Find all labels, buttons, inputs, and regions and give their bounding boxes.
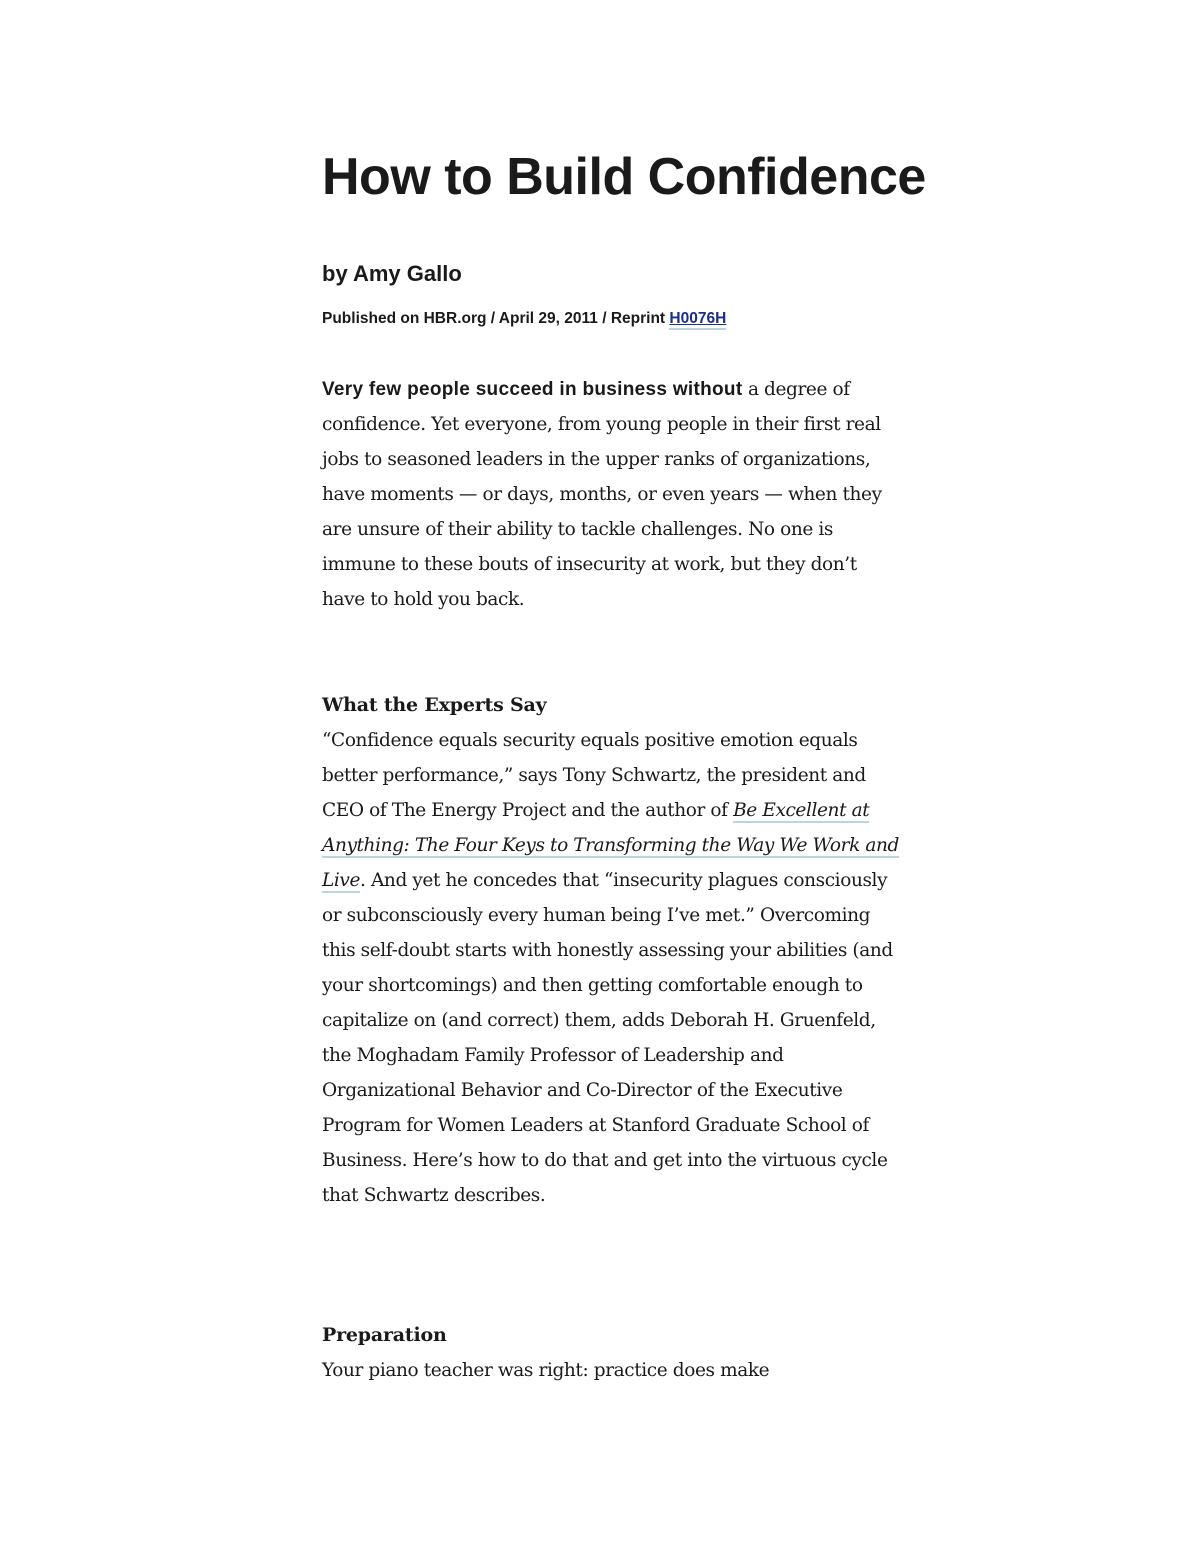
article-byline: by Amy Gallo: [322, 261, 462, 286]
experts-text-before: “Confidence equals security equals positive emotion equals better performance,” says Tony Schwartz, the president and CEO of The Energy Project and the author of: [322, 730, 866, 821]
intro-lead-in: Very few people succeed in business without: [322, 379, 743, 400]
reprint-link[interactable]: H0076H: [669, 310, 726, 330]
article-title: How to Build Confidence: [322, 148, 926, 206]
publication-info: [322, 308, 726, 330]
intro-text: a degree of confidence. Yet everyone, from young people in their first real jobs to seasoned leaders in the upper ranks of organizations, have moments — or days, months, or even years — when they are unsure of their ability to tackle challenges. No one is immune to these bouts of insecurity at work, but they don’t have to hold you back.: [322, 379, 882, 610]
experts-text-after: . And yet he concedes that “insecurity plagues consciously or subconsciously every human being I’ve met.” Overcoming this self-doubt starts with honestly assessing your abilities (and your shortcomings) and then getting comfortable enough to capitalize on (and correct) them, adds Deborah H. Gruenfeld, the Moghadam Family Professor of Leadership and Organizational Behavior and Co-Director of the Executive Program for Women Leaders at Stanford Graduate School of Business. Here’s how to do that and get into the virtuous cycle that Schwartz describes.: [322, 870, 893, 1206]
publication-info-text: Published on HBR.org / April 29, 2011 / Reprint: [322, 310, 670, 327]
section-heading-preparation: Preparation: [322, 1324, 447, 1346]
experts-paragraph: [322, 723, 902, 1213]
intro-paragraph: [322, 372, 902, 617]
book-title-link[interactable]: Be Excellent at Anything: The Four Keys to Transforming the Way We Work and Live: [322, 800, 899, 891]
preparation-paragraph: Your piano teacher was right: practice does make: [322, 1360, 770, 1381]
section-heading-experts: What the Experts Say: [322, 694, 547, 716]
